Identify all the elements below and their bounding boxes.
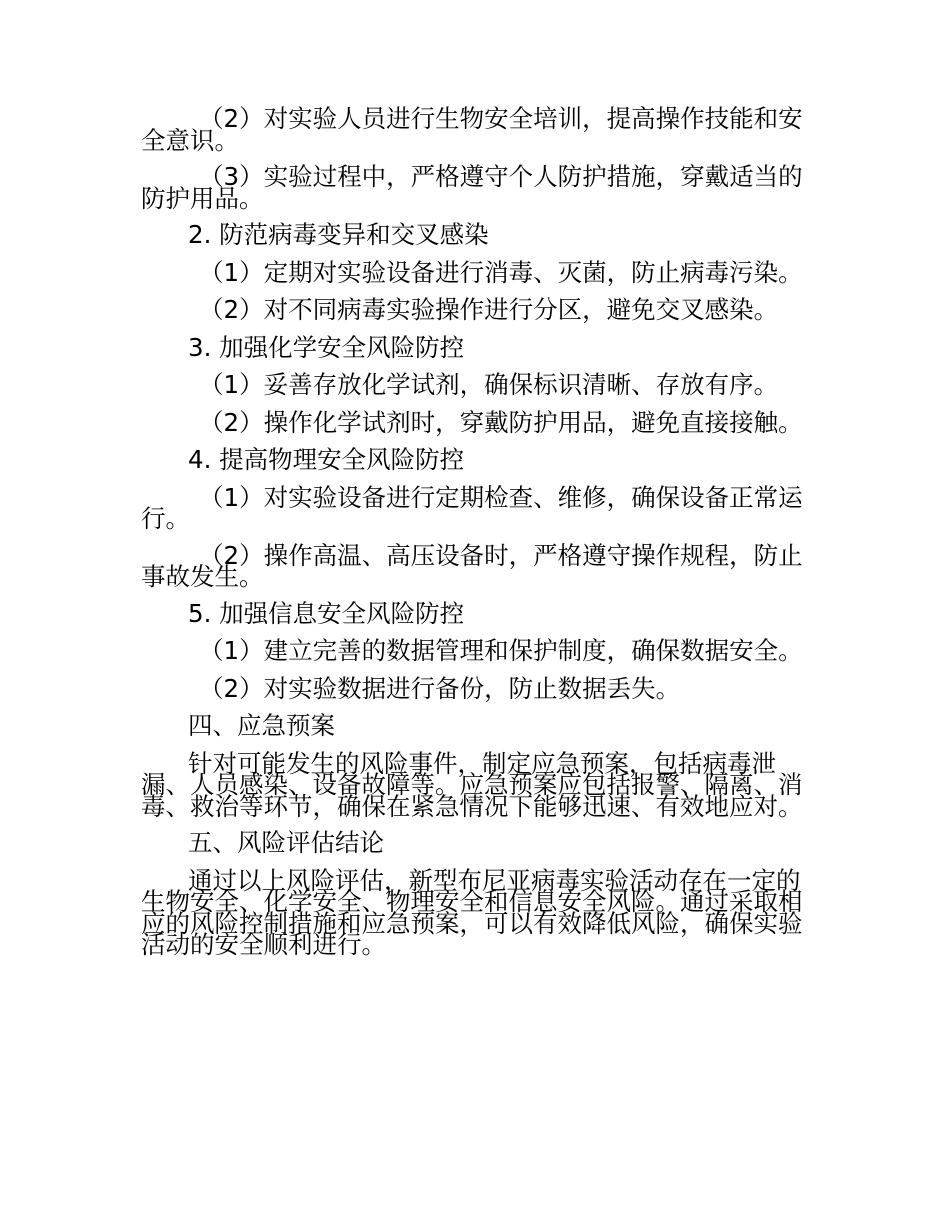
paragraph-zoning: （2）对不同病毒实验操作进行分区，避免交叉感染。 (199, 295, 779, 324)
document-page (141, 104, 813, 959)
paragraph-reagent-handling: （2）操作化学试剂时，穿戴防护用品，避免直接接触。 (199, 407, 803, 437)
paragraph-emergency-plan: 针对可能发生的风险事件，制定应急预案，包括病毒泄漏、人员感染、设备故障等。应急预案应包括报警、隔离、消毒、救治等环节，确保在紧急情况下能够迅速、有效地应对。 (141, 748, 803, 821)
paragraph-protection: （3）实验过程中，严格遵守个人防护措施，穿戴适当的防护用品。 (141, 162, 803, 213)
paragraph-training: （2）对实验人员进行生物安全培训，提高操作技能和安全意识。 (141, 104, 803, 155)
heading-conclusion: 五、风险评估结论 (188, 828, 384, 857)
paragraph-disinfection: （1）定期对实验设备进行消毒、灭菌，防止病毒污染。 (199, 257, 803, 287)
paragraph-reagent-storage: （1）妥善存放化学试剂，确保标识清晰、存放有序。 (199, 370, 779, 399)
heading-physical-safety: 4. 提高物理安全风险防控 (188, 445, 465, 474)
heading-information-safety: 5. 加强信息安全风险防控 (188, 598, 465, 628)
heading-emergency-plan: 四、应急预案 (188, 711, 335, 740)
paragraph-data-management: （1）建立完善的数据管理和保护制度，确保数据安全。 (199, 636, 803, 665)
heading-virus-prevention: 2. 防范病毒变异和交叉感染 (188, 220, 489, 249)
heading-chemical-safety: 3. 加强化学安全风险防控 (188, 332, 465, 362)
paragraph-equipment-check: （1）对实验设备进行定期检查、维修，确保设备正常运行。 (141, 482, 803, 533)
paragraph-conclusion: 通过以上风险评估，新型布尼亚病毒实验活动存在一定的生物安全、化学安全、物理安全和信息安全风险。通过采取相应的风险控制措施和应急预案，可以有效降低风险，确保实验活动的安全顺利进行。 (141, 865, 803, 959)
paragraph-data-backup: （2）对实验数据进行备份，防止数据丢失。 (199, 673, 681, 703)
paragraph-high-temp-pressure: （2）操作高温、高压设备时，严格遵守操作规程，防止事故发生。 (141, 540, 803, 591)
